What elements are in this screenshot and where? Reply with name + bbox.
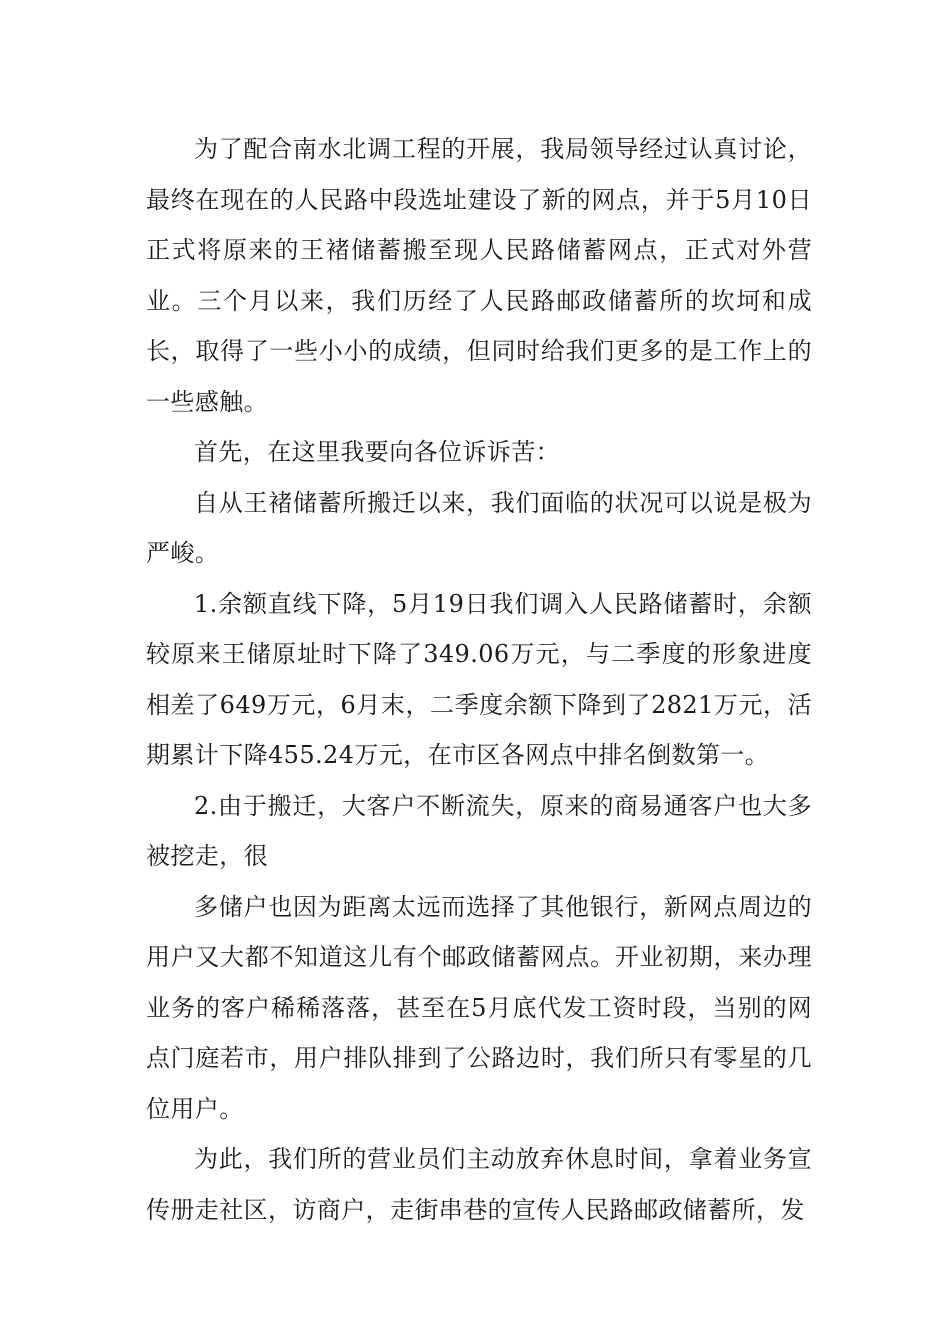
paragraph-situation: 自从王褚储蓄所搬迁以来，我们面临的状况可以说是极为严峻。 [146, 488, 812, 567]
document-body [146, 124, 812, 1235]
paragraph-intro: 为了配合南水北调工程的开展，我局领导经过认真讨论，最终在现在的人民路中段选址建设了新的网点，并于5月10日正式将原来的王褚储蓄搬至现人民路储蓄网点，正式对外营业。三个月以来，我们历经了人民路邮政储蓄所的坎坷和成长，取得了一些小小的成绩，但同时给我们更多的是工作上的一些感触。 [146, 135, 812, 416]
paragraph-point-1: 1.余额直线下降，5月19日我们调入人民路储蓄时，余额较原来王储原址时下降了349.06万元，与二季度的形象进度相差了649万元，6月末，二季度余额下降到了2821万元，活期累计下降455.24万元，在市区各网点中排名倒数第一。 [146, 589, 812, 769]
paragraph-complaint-heading: 首先，在这里我要向各位诉诉苦： [194, 438, 560, 466]
paragraph-point-2-continued: 多储户也因为距离太远而选择了其他银行，新网点周边的用户又大都不知道这儿有个邮政储蓄网点。开业初期，来办理业务的客户稀稀落落，甚至在5月底代发工资时段，当别的网点门庭若市，用户排队排到了公路边时，我们所只有零星的几位用户。 [146, 892, 812, 1123]
paragraph-response: 为此，我们所的营业员们主动放弃休息时间，拿着业务宣传册走社区，访商户，走街串巷的宣传人民路邮政储蓄所，发 [146, 1145, 812, 1224]
paragraph-point-2: 2.由于搬迁，大客户不断流失，原来的商易通客户也大多被挖走，很 [146, 791, 812, 870]
